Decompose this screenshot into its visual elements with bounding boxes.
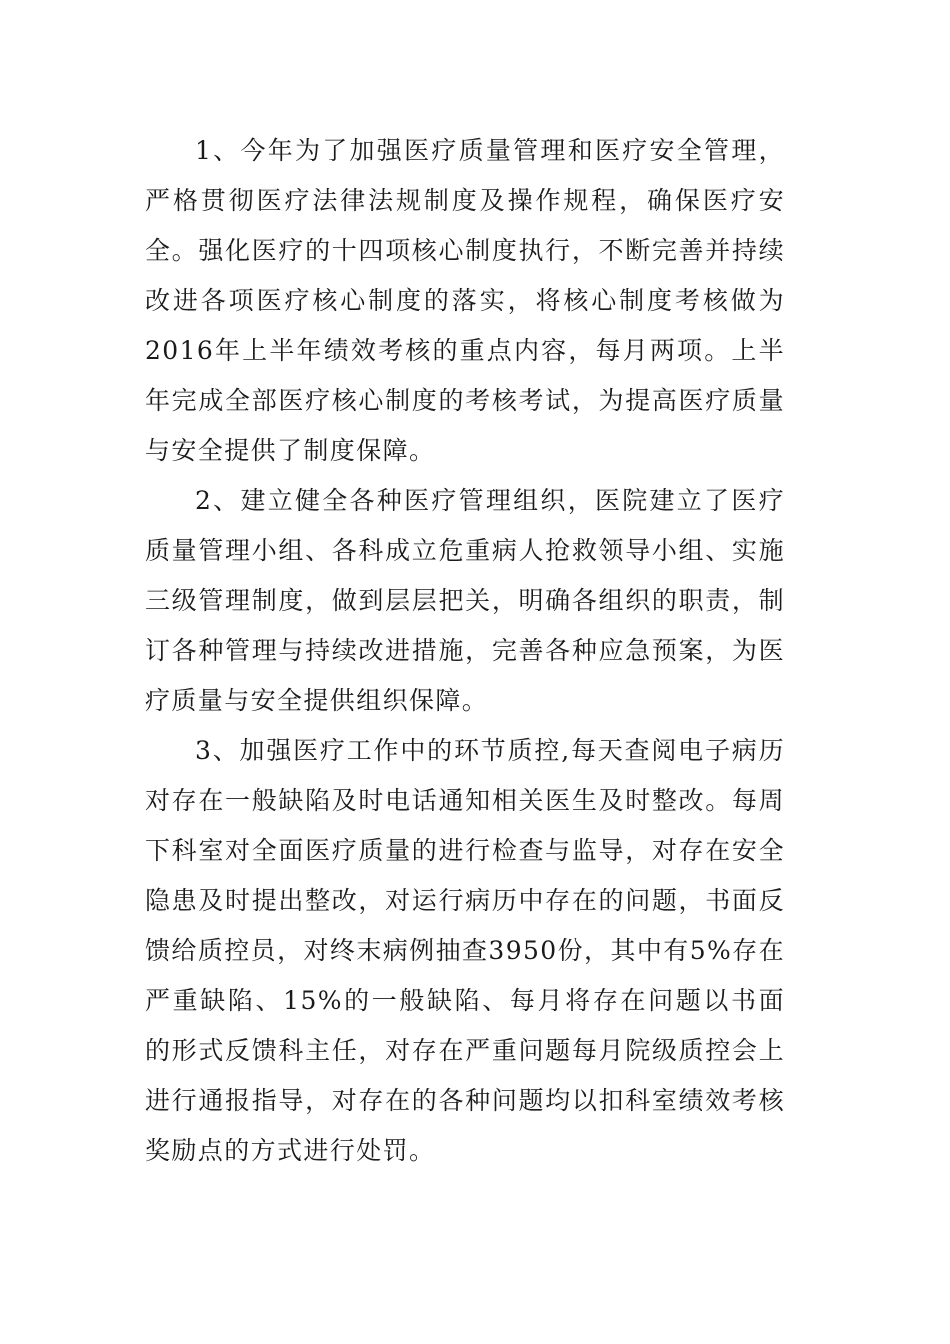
paragraph-3: 3、加强医疗工作中的环节质控,每天查阅电子病历对存在一般缺陷及时电话通知相关医生及时整改。每周下科室对全面医疗质量的进行检查与监导，对存在安全隐患及时提出整改，对运行病历中存在的问题，书面反馈给质控员，对终末病例抽查3950份，其中有5%存在严重缺陷、15%的一般缺陷、每月将存在问题以书面的形式反馈科主任，对存在严重问题每月院级质控会上进行通报指导，对存在的各种问题均以扣科室绩效考核奖励点的方式进行处罚。 <box>145 736 785 1165</box>
paragraph-1: 1、今年为了加强医疗质量管理和医疗安全管理，严格贯彻医疗法律法规制度及操作规程，确保医疗安全。强化医疗的十四项核心制度执行，不断完善并持续改进各项医疗核心制度的落实，将核心制度考核做为2016年上半年绩效考核的重点内容，每月两项。上半年完成全部医疗核心制度的考核考试，为提高医疗质量与安全提供了制度保障。 <box>145 136 785 465</box>
document-body <box>145 126 785 1176</box>
paragraph-2: 2、建立健全各种医疗管理组织，医院建立了医疗质量管理小组、各科成立危重病人抢救领导小组、实施三级管理制度，做到层层把关，明确各组织的职责，制订各种管理与持续改进措施，完善各种应急预案，为医疗质量与安全提供组织保障。 <box>145 486 785 715</box>
